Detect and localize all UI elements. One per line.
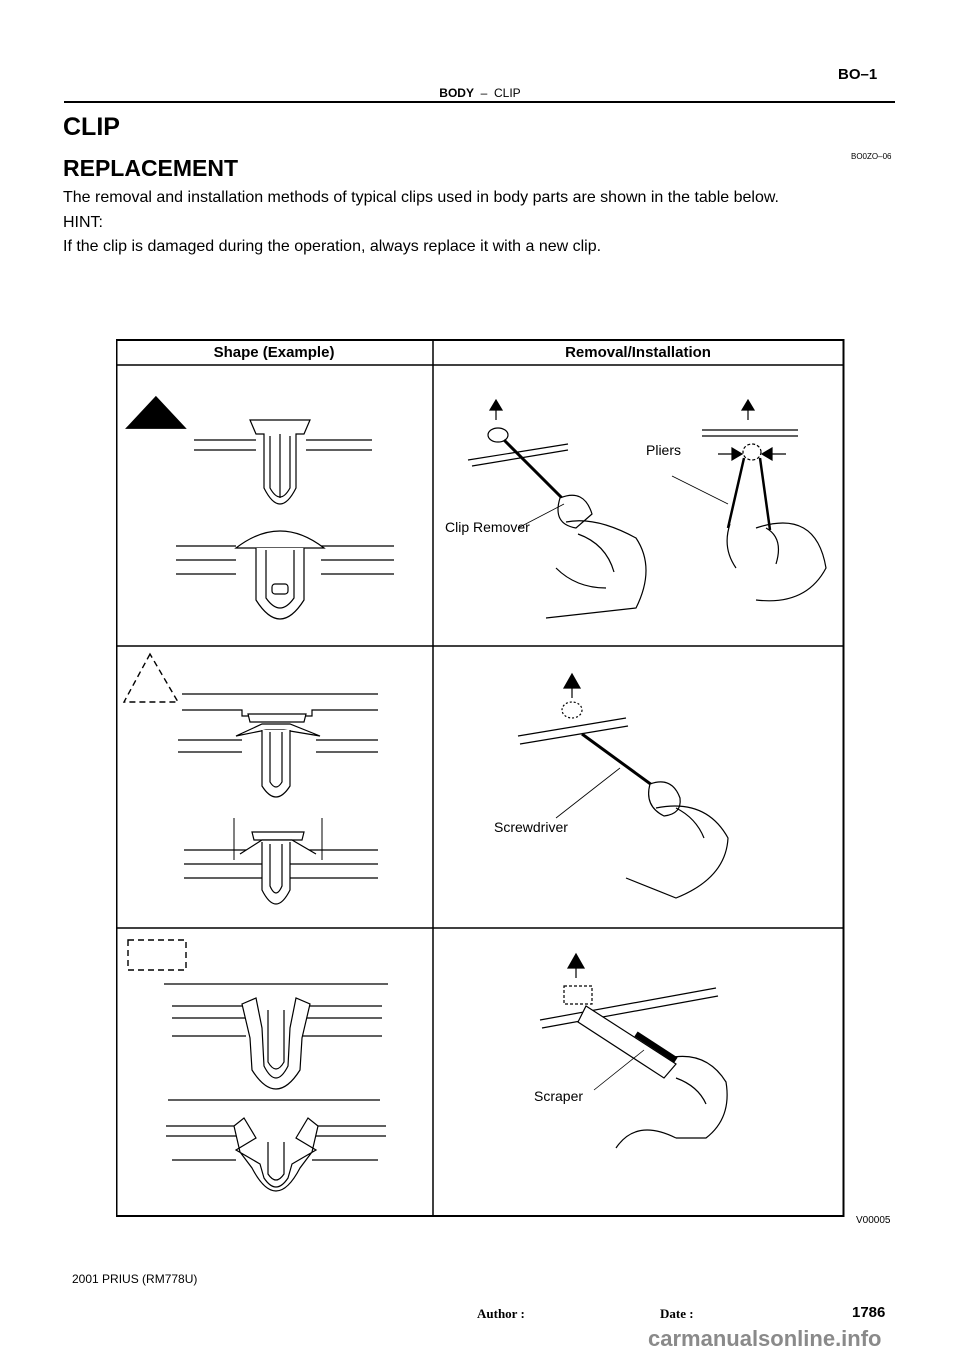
header-topic: CLIP (494, 86, 521, 100)
wing-clip-drawing-1 (178, 694, 378, 797)
scraper-illustration (540, 954, 727, 1148)
pliers-illustration (672, 400, 826, 601)
site-watermark[interactable]: carmanualsonline.info (648, 1326, 882, 1351)
dashed-triangle-symbol (124, 654, 178, 702)
push-clip-drawing-2 (176, 531, 394, 619)
label-scraper: Scraper (534, 1088, 584, 1104)
table-frame (117, 340, 844, 1216)
label-pliers: Pliers (646, 442, 682, 458)
header-page-code: BO–1 (838, 66, 878, 83)
column-header-shape: Shape (Example) (213, 344, 335, 361)
header-section: BODY (439, 86, 474, 100)
date-label: Date : (660, 1306, 694, 1321)
screwdriver-illustration (518, 674, 728, 898)
page-number: 1786 (852, 1304, 886, 1321)
model-reference: 2001 PRIUS (RM778U) (72, 1272, 198, 1286)
page-title: CLIP (63, 113, 120, 141)
wing-clip-drawing-2 (184, 818, 378, 904)
dashed-square-symbol (128, 940, 186, 970)
clip-table-figure (116, 338, 845, 1218)
hint-paragraph: If the clip is damaged during the operation, always replace it with a new clip. (63, 238, 602, 255)
intro-paragraph: The removal and installation methods of typical clips used in body parts are shown in the table below. (63, 189, 779, 206)
label-screwdriver: Screwdriver (494, 819, 568, 835)
column-header-method: Removal/Installation (565, 344, 711, 361)
figure-code: V00005 (856, 1215, 891, 1226)
running-header (395, 86, 565, 100)
spring-clip-drawing-1 (164, 984, 388, 1089)
solid-triangle-symbol (127, 397, 186, 429)
hint-label: HINT: (63, 214, 103, 231)
reference-code: BO0ZO–06 (851, 152, 892, 161)
author-label: Author : (477, 1306, 525, 1321)
header-rule (64, 101, 895, 103)
section-subtitle: REPLACEMENT (63, 155, 239, 181)
header-separator: – (480, 86, 488, 100)
spring-clip-drawing-2 (166, 1100, 386, 1191)
label-clip-remover: Clip Remover (445, 519, 530, 535)
push-clip-drawing-1 (194, 420, 372, 504)
clip-remover-illustration (468, 400, 646, 618)
